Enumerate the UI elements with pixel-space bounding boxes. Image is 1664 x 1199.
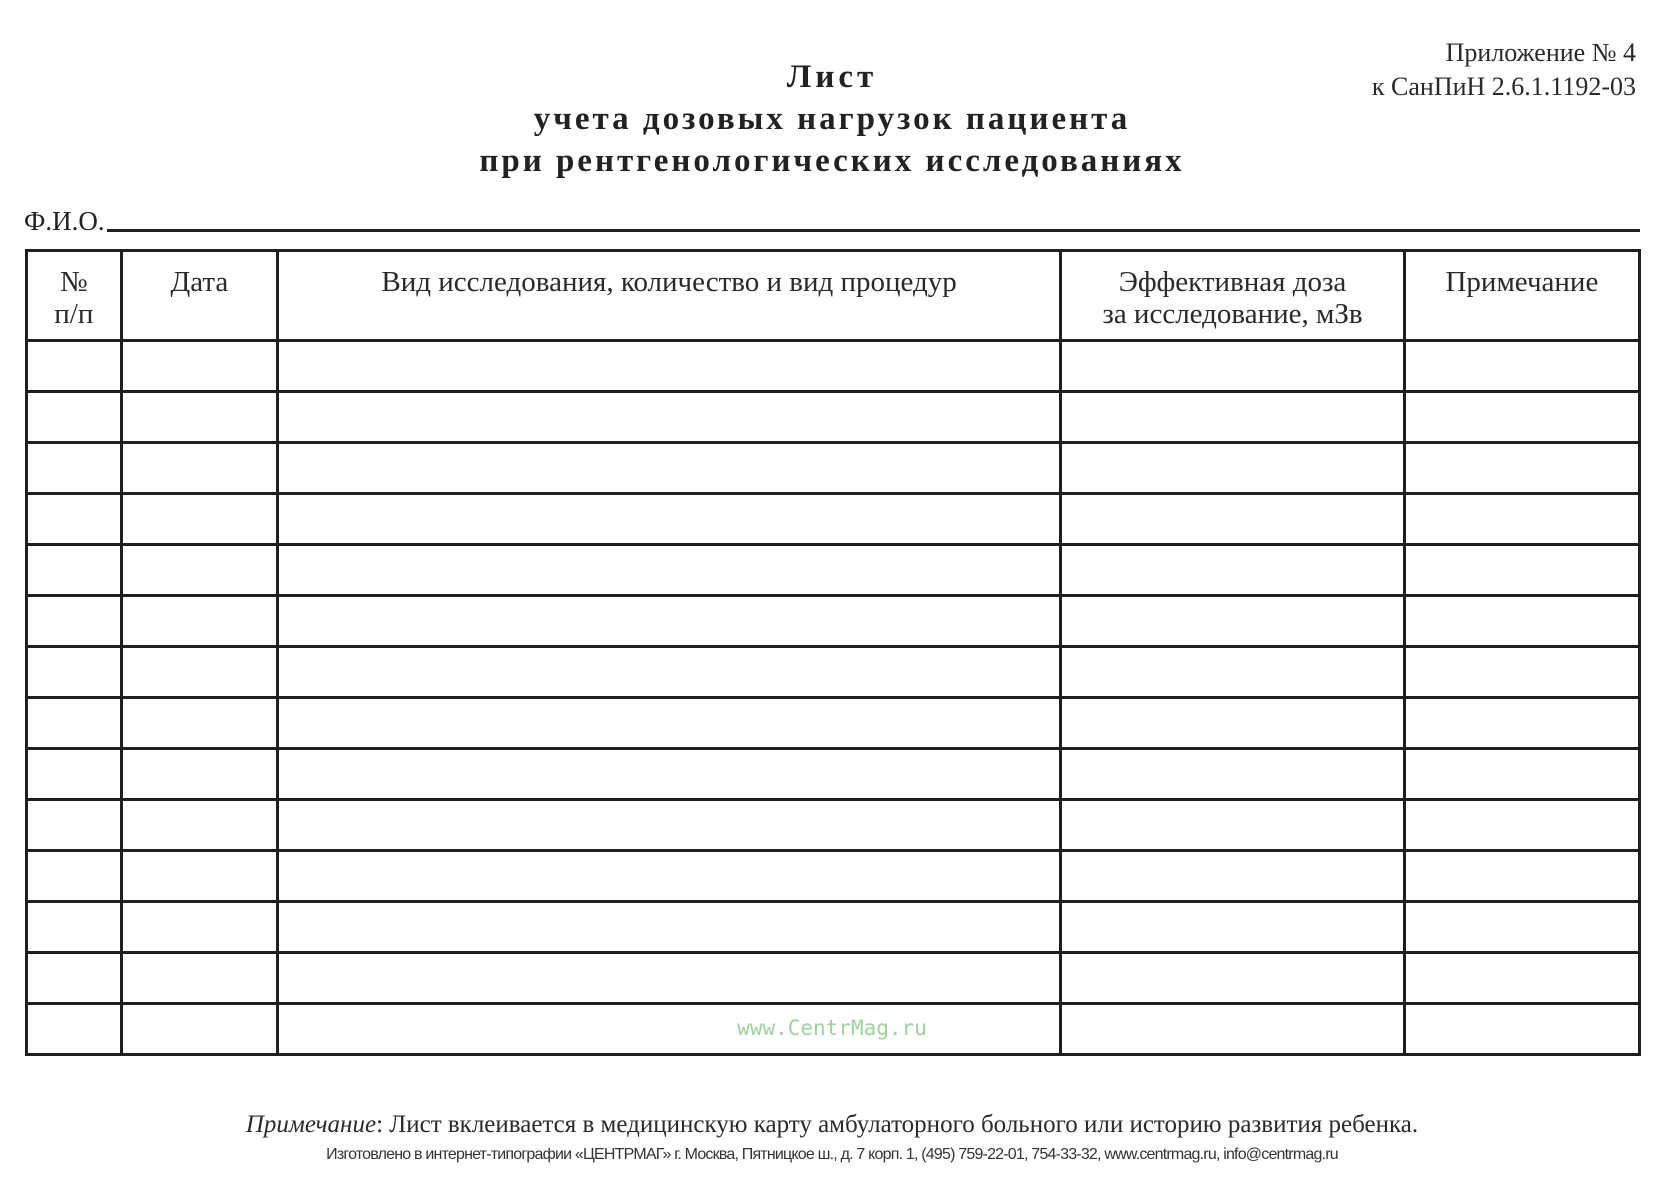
header-note: Примечание	[1404, 251, 1639, 341]
cell-number[interactable]	[27, 902, 122, 953]
cell-number[interactable]	[27, 341, 122, 392]
cell-study[interactable]	[278, 392, 1061, 443]
fio-underline[interactable]	[107, 229, 1640, 232]
cell-study[interactable]	[278, 902, 1061, 953]
cell-date[interactable]	[121, 341, 277, 392]
cell-date[interactable]	[121, 392, 277, 443]
cell-study[interactable]	[278, 749, 1061, 800]
table-header-row	[27, 251, 1640, 341]
watermark-text: www.CentrMag.ru	[737, 1016, 927, 1040]
cell-dose[interactable]	[1061, 800, 1405, 851]
footnote-label: Примечание	[245, 1111, 377, 1138]
cell-note[interactable]	[1404, 443, 1639, 494]
table-row	[27, 341, 1640, 392]
cell-dose[interactable]	[1061, 341, 1405, 392]
table-row	[27, 545, 1640, 596]
table-row	[27, 392, 1640, 443]
cell-study[interactable]	[278, 953, 1061, 1004]
table-row	[27, 902, 1640, 953]
cell-dose[interactable]	[1061, 851, 1405, 902]
cell-date[interactable]	[121, 596, 277, 647]
header-study: Вид исследования, количество и вид процедур	[278, 251, 1061, 341]
cell-study[interactable]	[278, 698, 1061, 749]
header-dose-line-2: за исследование, мЗв	[1102, 298, 1363, 330]
cell-note[interactable]	[1404, 800, 1639, 851]
cell-study[interactable]	[278, 800, 1061, 851]
table-row	[27, 647, 1640, 698]
table-body	[27, 341, 1640, 1055]
header-dose-line-1: Эффективная доза	[1118, 266, 1347, 298]
cell-note[interactable]	[1404, 953, 1639, 1004]
cell-number[interactable]	[27, 800, 122, 851]
table-row	[27, 443, 1640, 494]
cell-number[interactable]	[27, 851, 122, 902]
cell-study[interactable]	[278, 596, 1061, 647]
cell-study[interactable]	[278, 341, 1061, 392]
cell-date[interactable]	[121, 749, 277, 800]
cell-number[interactable]	[27, 494, 122, 545]
document-title	[0, 56, 1664, 182]
appendix-sanpin: к СанПиН 2.6.1.1192-03	[1371, 72, 1636, 101]
cell-study[interactable]	[278, 647, 1061, 698]
header-dose	[1061, 251, 1405, 341]
cell-dose[interactable]	[1061, 698, 1405, 749]
table-row	[27, 596, 1640, 647]
cell-dose[interactable]	[1061, 749, 1405, 800]
cell-date[interactable]	[121, 953, 277, 1004]
fio-field[interactable]	[24, 206, 1640, 236]
cell-number[interactable]	[27, 749, 122, 800]
cell-number[interactable]	[27, 596, 122, 647]
cell-date[interactable]	[121, 902, 277, 953]
table-row	[27, 698, 1640, 749]
cell-note[interactable]	[1404, 494, 1639, 545]
title-line-3: при рентгенологических исследованиях	[479, 143, 1185, 179]
cell-note[interactable]	[1404, 902, 1639, 953]
cell-dose[interactable]	[1061, 596, 1405, 647]
footnote	[0, 1110, 1664, 1140]
title-line-2: учета дозовых нагрузок пациента	[533, 101, 1131, 137]
cell-number[interactable]	[27, 443, 122, 494]
table-row	[27, 851, 1640, 902]
cell-date[interactable]	[121, 647, 277, 698]
header-number	[27, 251, 122, 341]
table-row	[27, 800, 1640, 851]
table-row	[27, 494, 1640, 545]
footnote-text: : Лист вклеивается в медицинскую карту амбулаторного больного или историю развития ребенка.	[376, 1111, 1419, 1138]
cell-note[interactable]	[1404, 392, 1639, 443]
cell-number[interactable]	[27, 698, 122, 749]
header-number-line-1: №	[60, 266, 88, 298]
cell-date[interactable]	[121, 851, 277, 902]
fio-label: Ф.И.О.	[24, 206, 105, 236]
appendix-number: Приложение № 4	[1445, 38, 1636, 67]
cell-number[interactable]	[27, 647, 122, 698]
cell-dose[interactable]	[1061, 443, 1405, 494]
cell-note[interactable]	[1404, 596, 1639, 647]
cell-number[interactable]	[27, 953, 122, 1004]
cell-note[interactable]	[1404, 647, 1639, 698]
dose-log-table	[25, 249, 1641, 1056]
cell-date[interactable]	[121, 698, 277, 749]
cell-dose[interactable]	[1061, 953, 1405, 1004]
cell-date[interactable]	[121, 443, 277, 494]
cell-number[interactable]	[27, 392, 122, 443]
cell-date[interactable]	[121, 494, 277, 545]
cell-note[interactable]	[1404, 698, 1639, 749]
cell-date[interactable]	[121, 800, 277, 851]
header-number-line-2: п/п	[54, 298, 94, 330]
cell-dose[interactable]	[1061, 902, 1405, 953]
title-line-1: Лист	[786, 59, 878, 95]
cell-study[interactable]	[278, 851, 1061, 902]
printer-imprint: Изготовлено в интернет-типографии «ЦЕНТРМАГ» г. Москва, Пятницкое ш., д. 7 корп. 1, (495) 759-22-01, 754-33-32, www.centrmag.ru, info@centrmag.ru	[326, 1146, 1338, 1163]
cell-study[interactable]	[278, 443, 1061, 494]
cell-date[interactable]	[121, 545, 277, 596]
cell-dose[interactable]	[1061, 545, 1405, 596]
cell-study[interactable]	[278, 494, 1061, 545]
cell-note[interactable]	[1404, 851, 1639, 902]
cell-note[interactable]	[1404, 545, 1639, 596]
cell-number[interactable]	[27, 545, 122, 596]
cell-study[interactable]	[278, 545, 1061, 596]
cell-dose[interactable]	[1061, 392, 1405, 443]
table-row	[27, 953, 1640, 1004]
table-row	[27, 749, 1640, 800]
cell-dose[interactable]	[1061, 647, 1405, 698]
cell-note[interactable]	[1404, 749, 1639, 800]
cell-note[interactable]	[1404, 341, 1639, 392]
cell-dose[interactable]	[1061, 494, 1405, 545]
header-date: Дата	[121, 251, 277, 341]
